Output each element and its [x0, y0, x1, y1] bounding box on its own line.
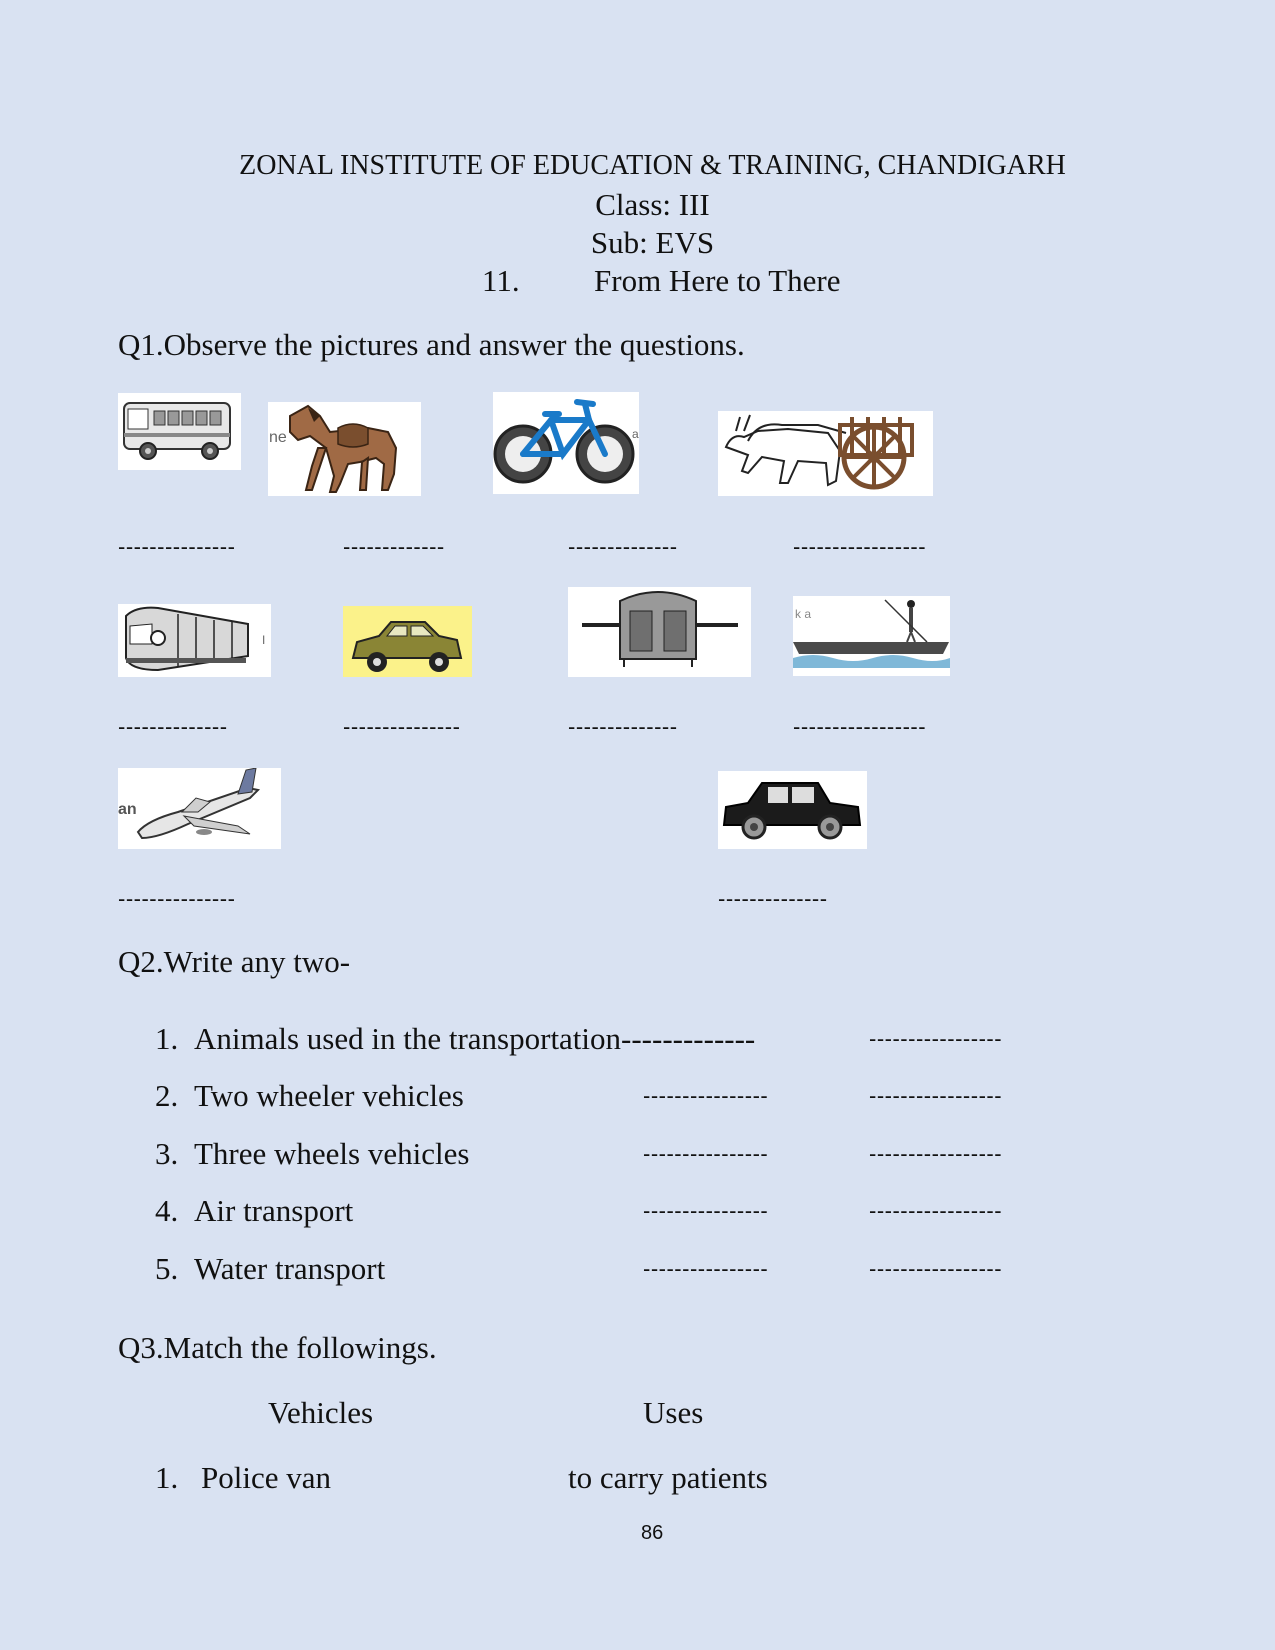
bus-picture [118, 393, 241, 470]
train-picture [118, 604, 271, 677]
q1-blank-4[interactable]: ----------------- [793, 534, 927, 559]
q2-item-2-number: 2. [155, 1078, 179, 1113]
q2-item-4-blank-1[interactable]: ---------------- [643, 1198, 769, 1223]
q2-item-1-number: 1. [155, 1021, 179, 1056]
q1-title: Q1.Observe the pictures and answer the questions. [118, 327, 745, 362]
svg-text:I: I [262, 633, 266, 647]
class-label: Class: III [595, 187, 710, 222]
chapter-title: From Here to There [594, 263, 841, 298]
q2-item-2-text: Two wheeler vehicles [194, 1078, 464, 1113]
boat-icon [793, 596, 950, 676]
q3-title: Q3.Match the followings. [118, 1330, 437, 1365]
q1-blank-10[interactable]: -------------- [718, 886, 828, 911]
q2-item-4-text: Air transport [194, 1193, 354, 1228]
bicycle-icon [493, 392, 639, 494]
horse-icon [268, 402, 421, 496]
q1-blank-6[interactable]: --------------- [343, 714, 461, 739]
car-picture [343, 606, 472, 677]
q1-blank-3[interactable]: -------------- [568, 534, 678, 559]
q1-blank-9[interactable]: --------------- [118, 886, 236, 911]
q2-item-3-blank-2[interactable]: ----------------- [869, 1141, 1003, 1166]
train-icon [118, 604, 271, 677]
bus-icon [118, 393, 241, 470]
q1-blank-8[interactable]: ----------------- [793, 714, 927, 739]
bicycle-picture [493, 392, 639, 494]
q2-item-3-text: Three wheels vehicles [194, 1136, 470, 1171]
q2-item-2-blank-1[interactable]: ---------------- [643, 1083, 769, 1108]
q2-item-5-number: 5. [155, 1251, 179, 1286]
q2-item-1-text: Animals used in the transportation------------- [194, 1021, 756, 1056]
page-number: 86 [641, 1522, 664, 1544]
q2-item-1-blank-2[interactable]: ----------------- [869, 1026, 1003, 1051]
q2-item-5-text: Water transport [194, 1251, 386, 1286]
palanquin-picture [568, 587, 751, 677]
boat-caption-fragment: k a [795, 607, 812, 621]
q3-row-1-vehicle: Police van [201, 1460, 331, 1495]
subject-label: Sub: EVS [590, 225, 715, 260]
boat-picture [793, 596, 950, 676]
q2-item-3-number: 3. [155, 1136, 179, 1171]
q2-title: Q2.Write any two- [118, 944, 351, 979]
aeroplane-picture [118, 768, 281, 849]
bullock-cart-icon [718, 411, 933, 496]
q1-blank-7[interactable]: -------------- [568, 714, 678, 739]
chapter-number: 11. [482, 263, 520, 298]
q2-item-5-blank-2[interactable]: ----------------- [869, 1256, 1003, 1281]
car-icon [343, 606, 472, 677]
q1-blank-5[interactable]: -------------- [118, 714, 228, 739]
horse-caption-fragment: ne [269, 429, 287, 446]
institute-heading: ZONAL INSTITUTE OF EDUCATION & TRAINING, CHANDIGARH [239, 150, 1066, 181]
plane-caption-fragment: an [118, 801, 137, 818]
q2-item-4-number: 4. [155, 1193, 179, 1228]
palanquin-icon [568, 587, 751, 677]
bullock-cart-picture [718, 411, 933, 496]
q2-item-4-blank-2[interactable]: ----------------- [869, 1198, 1003, 1223]
q3-col-vehicles: Vehicles [268, 1395, 374, 1430]
aeroplane-icon [118, 768, 281, 849]
q2-item-2-blank-2[interactable]: ----------------- [869, 1083, 1003, 1108]
car-black-icon [718, 771, 867, 849]
q1-blank-1[interactable]: --------------- [118, 534, 236, 559]
q3-col-uses: Uses [643, 1395, 704, 1430]
q3-row-1-use: to carry patients [568, 1460, 768, 1495]
q2-item-3-blank-1[interactable]: ---------------- [643, 1141, 769, 1166]
q2-item-5-blank-1[interactable]: ---------------- [643, 1256, 769, 1281]
horse-picture [268, 402, 421, 496]
q1-blank-2[interactable]: ------------- [343, 534, 445, 559]
taxi-car-picture [718, 771, 867, 849]
q3-row-1-number: 1. [155, 1460, 179, 1495]
cycle-caption-fragment: a [632, 427, 639, 441]
